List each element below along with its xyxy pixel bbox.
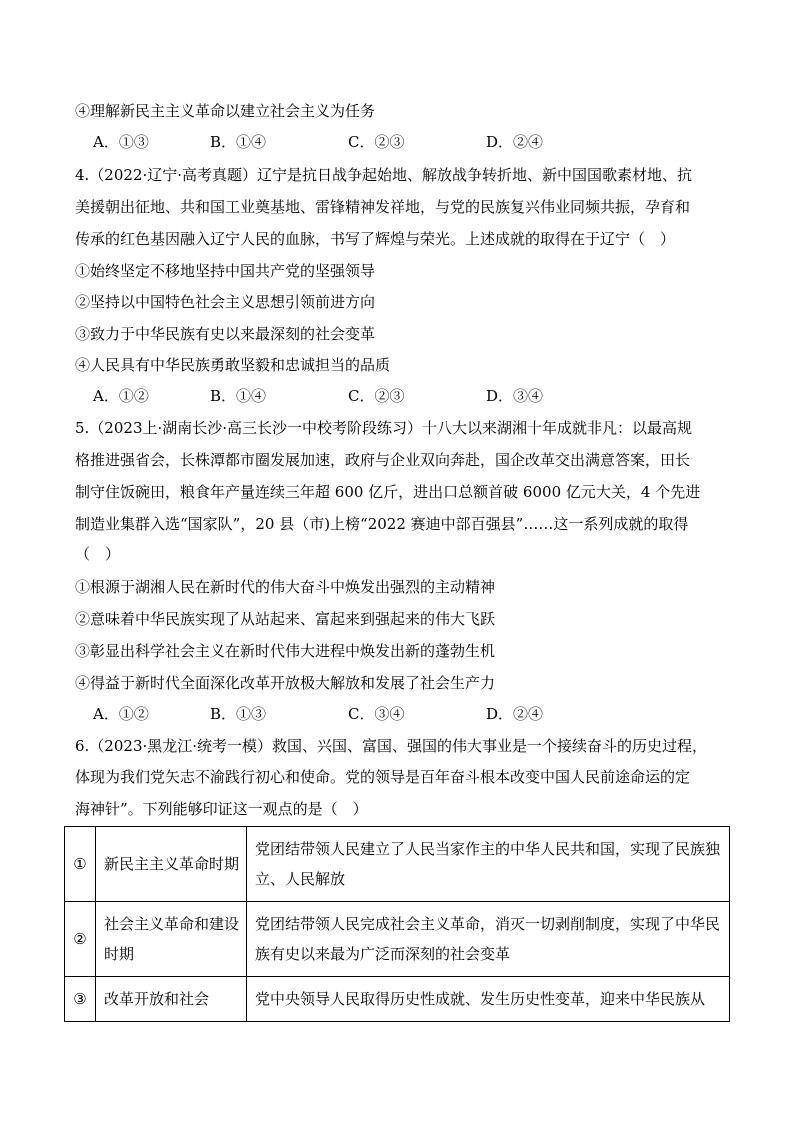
q5-option-d[interactable]: D．②④: [486, 705, 544, 723]
table-content-cell: [247, 902, 730, 977]
q3-option-b[interactable]: B．①④: [210, 133, 267, 151]
q6-stem-line: 海神针”。下列能够印证这一观点的是（ ）: [75, 800, 368, 818]
period-text: 新民主主义革命时期: [104, 855, 240, 873]
q3-statement-4: ④理解新民主主义革命以建立社会主义为任务: [75, 102, 376, 120]
q5-statement-1: ①根源于湖湘人民在新时代的伟大奋斗中焕发出强烈的主动精神: [75, 578, 496, 596]
table-period-cell: [96, 902, 247, 977]
q6-table: [64, 826, 730, 1022]
content-text: 党团结带领人民完成社会主义革命，消灭一切剥削制度，实现了中华民族有史以来最为广泛而深刻的社会变革: [255, 915, 721, 963]
table-period-cell: [96, 827, 247, 902]
table-row: [65, 827, 730, 902]
content-text: 党团结带领人民建立了人民当家作主的中华人民共和国，实现了民族独立、人民解放: [255, 840, 721, 888]
q6-stem-line: 6.（2023·黑龙江·统考一模）救国、兴国、富国、强国的伟大事业是一个接续奋斗的历史过程，: [75, 737, 708, 755]
q5-statement-4: ④得益于新时代全面深化改革开放极大解放和发展了社会生产力: [75, 674, 496, 692]
q5-statement-2: ②意味着中华民族实现了从站起来、富起来到强起来的伟大飞跃: [75, 610, 496, 628]
table-content-cell: [247, 977, 730, 1022]
q5-stem-line: 5.（2023上·湖南长沙·高三长沙一中校考阶段练习）十八大以来湖湘十年成就非凡：以最高规: [75, 419, 693, 437]
q4-statement-3: ③致力于中华民族有史以来最深刻的社会变革: [75, 325, 376, 343]
q4-option-d[interactable]: D．③④: [486, 387, 544, 405]
q4-stem-line: 美援朝出征地、共和国工业奠基地、雷锋精神发祥地，与党的民族复兴伟业同频共振，孕育和: [75, 198, 691, 216]
q4-stem-line: 传承的红色基因融入辽宁人民的血脉，书写了辉煌与荣光。上述成就的取得在于辽宁（ ）: [75, 230, 676, 248]
q4-statement-4: ④人民具有中华民族勇敢坚毅和忠诚担当的品质: [75, 356, 391, 374]
period-text: 改革开放和社会: [104, 990, 210, 1008]
q4-statement-2: ②坚持以中国特色社会主义思想引领前进方向: [75, 293, 376, 311]
q4-option-a[interactable]: A．①②: [93, 387, 149, 405]
q5-option-a[interactable]: A．①②: [93, 705, 149, 723]
q4-option-b[interactable]: B．①④: [210, 387, 267, 405]
q4-statement-1: ①始终坚定不移地坚持中国共产党的坚强领导: [75, 262, 376, 280]
table-row: [65, 977, 730, 1022]
q5-option-c[interactable]: C．③④: [348, 705, 405, 723]
table-row-number: ①: [65, 827, 96, 902]
content-text: 党中央领导人民取得历史性成就、发生历史性变革，迎来中华民族从: [255, 990, 706, 1008]
table-row-number: ③: [65, 977, 96, 1022]
table-content-cell: [247, 827, 730, 902]
q5-statement-3: ③彰显出科学社会主义在新时代伟大进程中焕发出新的蓬勃生机: [75, 642, 496, 660]
q5-stem-line: （ ）: [75, 545, 121, 563]
q5-stem-line: 制造业集群入选“国家队”，20 县（市)上榜“2022 赛迪中部百强县”……这一系列成就的取得: [75, 515, 689, 533]
q5-stem-line: 制守住饭碗田，粮食年产量连续三年超 600 亿斤，进出口总额首破 6000 亿元大关，4 个先进: [75, 483, 701, 501]
table-period-cell: [96, 977, 247, 1022]
q4-stem-line: 4.（2022·辽宁·高考真题）辽宁是抗日战争起始地、解放战争转折地、新中国国歌素材地、抗: [75, 166, 693, 184]
q3-option-d[interactable]: D．②④: [486, 133, 544, 151]
q4-option-c[interactable]: C．②③: [348, 387, 405, 405]
q5-stem-line: 格推进强省会，长株潭都市圈发展加速，政府与企业双向奔赴，国企改革交出满意答案，田长: [75, 451, 691, 469]
q6-stem-line: 体现为我们党矢志不渝践行初心和使命。党的领导是百年奋斗根本改变中国人民前途命运的定: [75, 768, 691, 786]
period-text: 社会主义革命和建设时期: [104, 915, 240, 963]
table-row-number: ②: [65, 902, 96, 977]
q5-option-b[interactable]: B．①③: [210, 705, 267, 723]
q3-option-c[interactable]: C．②③: [348, 133, 405, 151]
table-row: [65, 902, 730, 977]
q3-option-a[interactable]: A．①③: [93, 133, 149, 151]
